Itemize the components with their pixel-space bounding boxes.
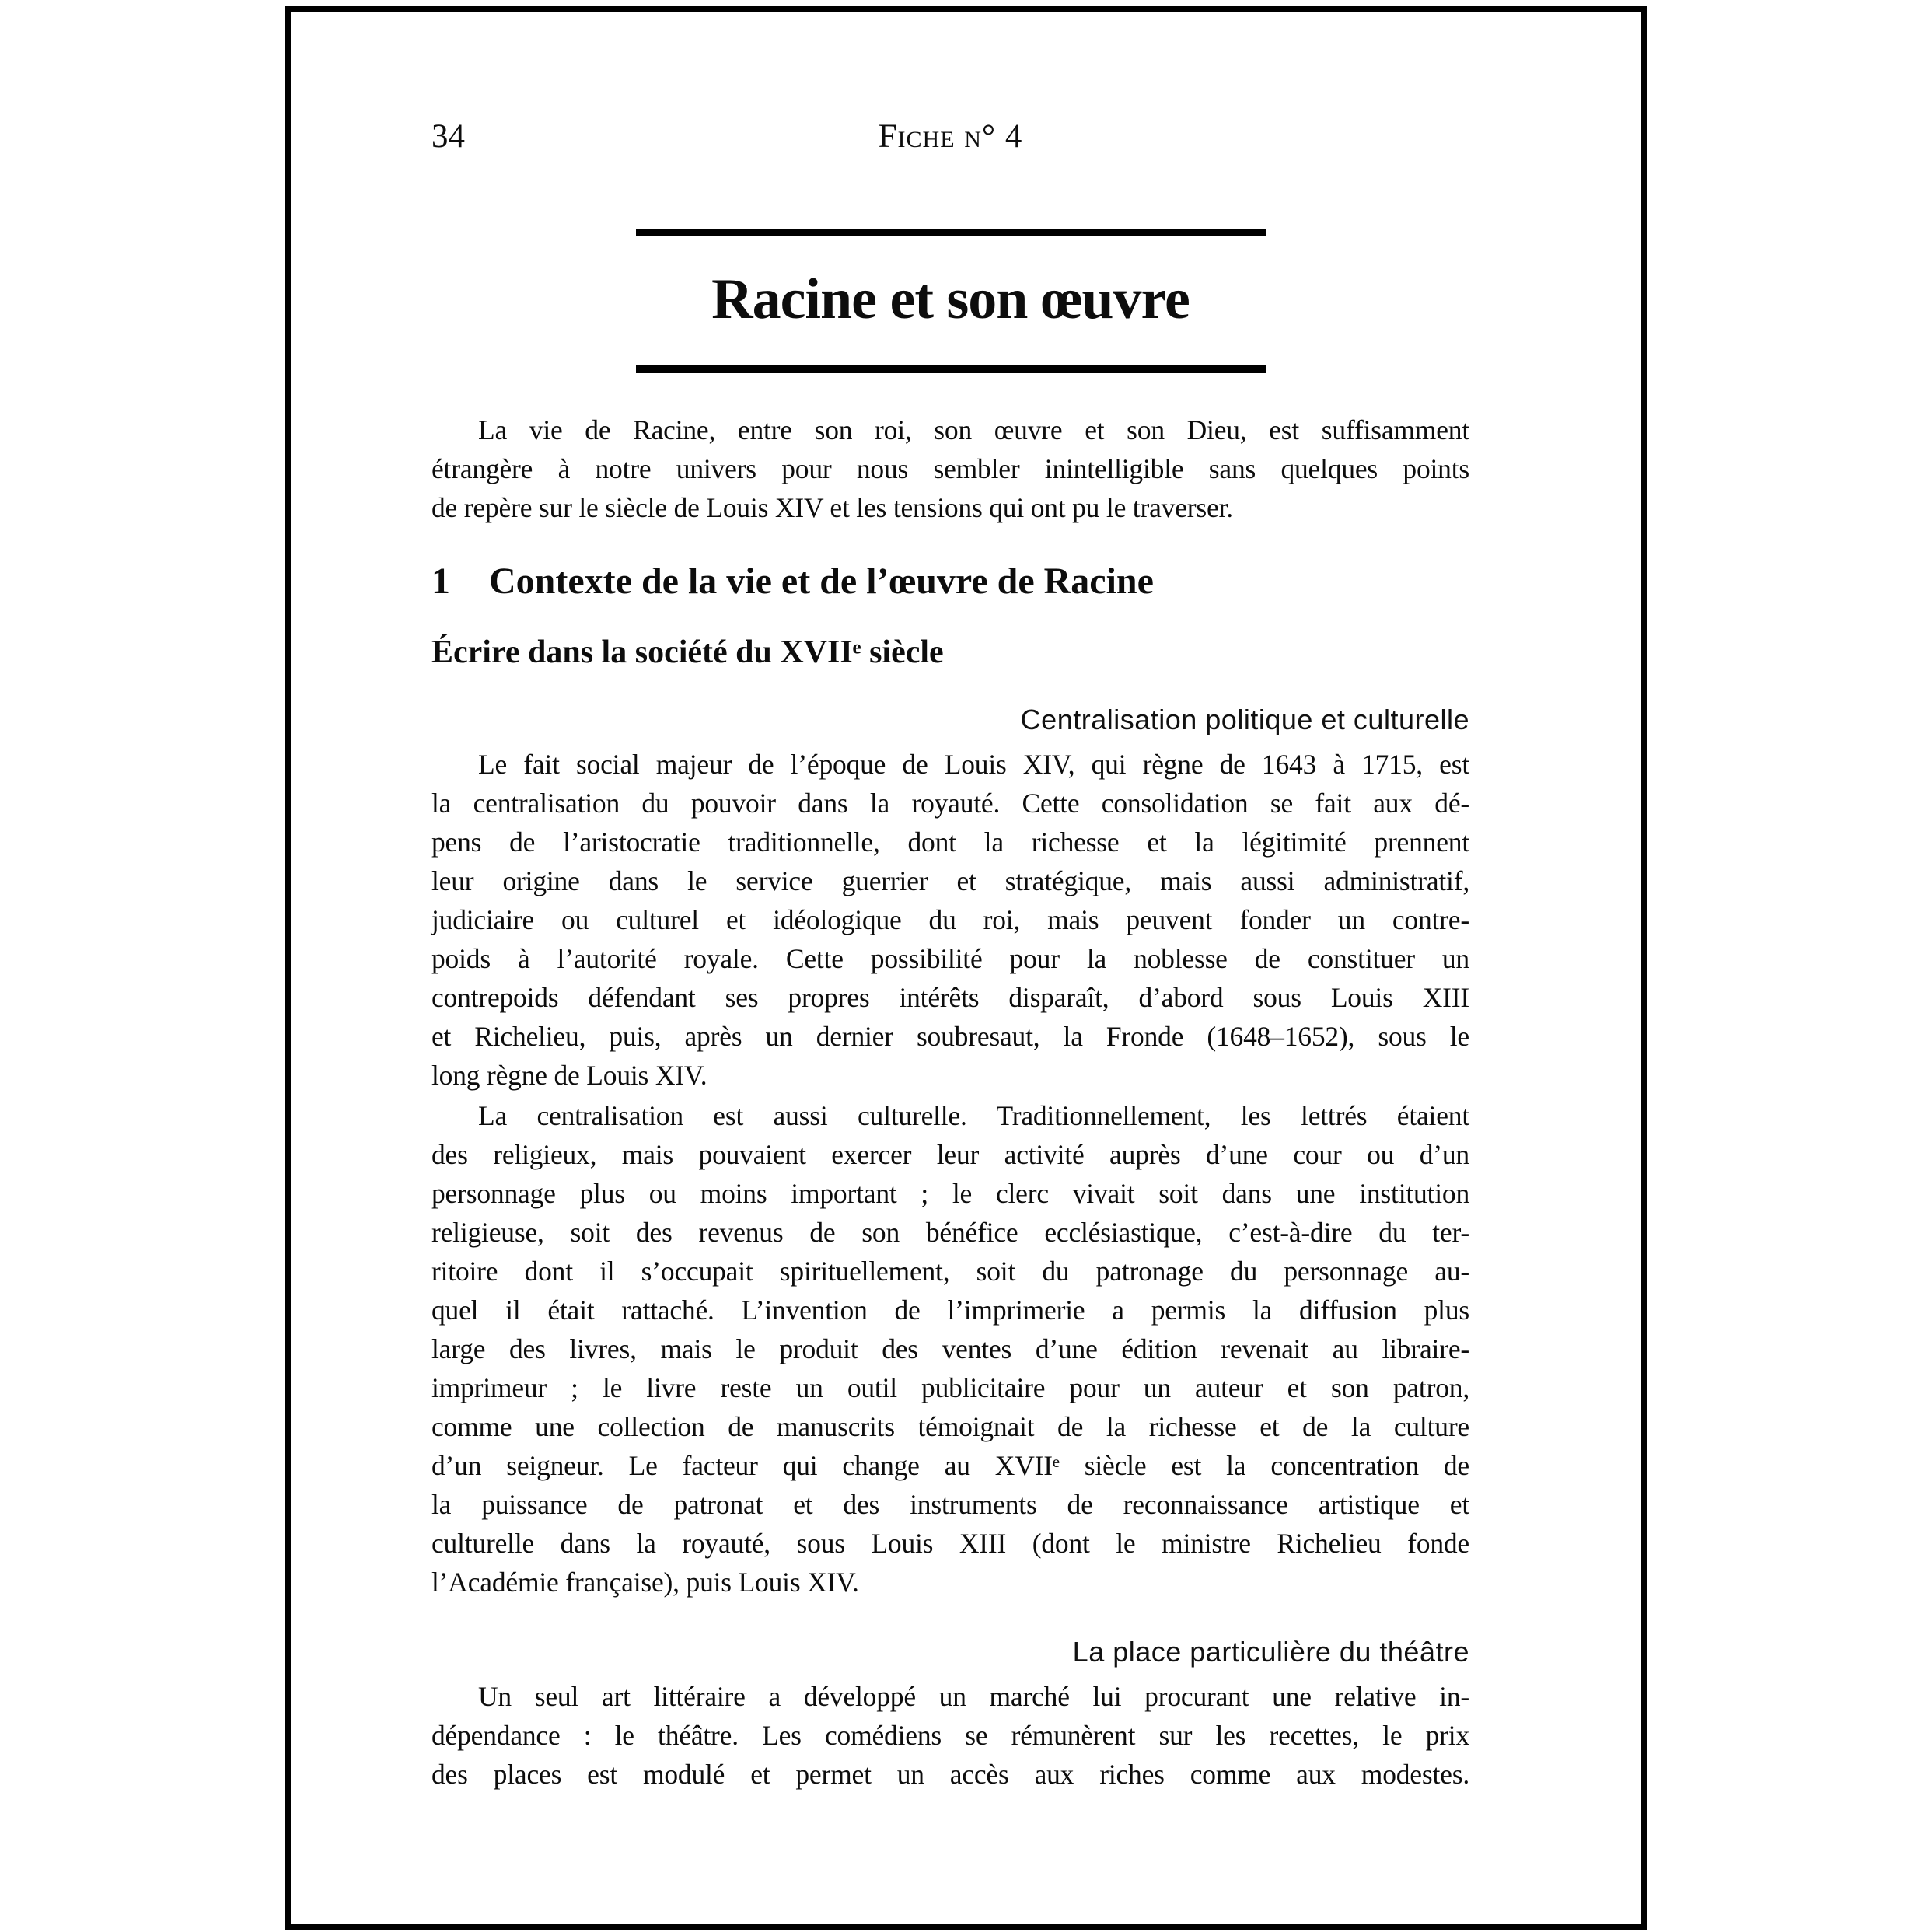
crosshead-theatre: La place particulière du théâtre — [1072, 1636, 1469, 1668]
section-title: Contexte de la vie et de l’œuvre de Racine — [489, 561, 1154, 602]
text-line: large des livres, mais le produit des ventes d’une édition revenait au libraire- — [431, 1333, 1469, 1364]
text-line: judiciaire ou culturel et idéologique du roi, mais peuvent fonder un contre- — [431, 904, 1469, 935]
paragraph-centralisation-politique — [431, 745, 1469, 1095]
section-number: 1 — [431, 561, 450, 602]
text-line: contrepoids défendant ses propres intérêts disparaît, d’abord sous Louis XIII — [431, 982, 1469, 1013]
text-line: l’Académie française), puis Louis XIV. — [431, 1567, 859, 1598]
section-heading — [431, 561, 1469, 603]
text-line: et Richelieu, puis, après un dernier soubresaut, la Fronde (1648–1652), sous le — [431, 1021, 1469, 1052]
text-line: ritoire dont il s’occupait spirituellement, soit du patronage du personnage au- — [431, 1256, 1469, 1287]
running-head — [431, 117, 1469, 157]
text-line: comme une collection de manuscrits témoignait de la richesse et de la culture — [431, 1411, 1469, 1442]
text-line: La vie de Racine, entre son roi, son œuvre et son Dieu, est suffisamment — [478, 414, 1469, 445]
book-page — [285, 6, 1647, 1930]
title-rule-bottom — [636, 365, 1266, 373]
page-number: 34 — [431, 118, 465, 155]
text-line: dépendance : le théâtre. Les comédiens se rémunèrent sur les recettes, le prix — [431, 1720, 1469, 1751]
text-line: personnage plus ou moins important ; le clerc vivait soit dans une institution — [431, 1178, 1469, 1209]
paragraph-theatre — [431, 1677, 1469, 1794]
running-title: Fiche n° 4 — [878, 118, 1023, 155]
text-line: religieuse, soit des revenus de son bénéfice ecclésiastique, c’est-à-dire du ter- — [431, 1217, 1469, 1248]
text-line: La centralisation est aussi culturelle. Traditionnellement, les lettrés étaient — [478, 1100, 1469, 1131]
text-column — [431, 12, 1469, 1794]
text-line: long règne de Louis XIV. — [431, 1060, 707, 1091]
text-line: poids à l’autorité royale. Cette possibilité pour la noblesse de constituer un — [431, 943, 1469, 974]
text-line: la puissance de patronat et des instruments de reconnaissance artistique et — [431, 1489, 1469, 1520]
text-line: de repère sur le siècle de Louis XIV et les tensions qui ont pu le traverser. — [431, 492, 1233, 523]
paragraph-centralisation-culturelle — [431, 1096, 1469, 1602]
crosshead-centralisation: Centralisation politique et culturelle — [1020, 704, 1469, 735]
title-rule-top — [636, 229, 1266, 236]
text-line: culturelle dans la royauté, sous Louis XIII (dont le ministre Richelieu fonde — [431, 1528, 1469, 1559]
text-line: Un seul art littéraire a développé un marché lui procurant une relative in- — [478, 1681, 1469, 1712]
subsection-heading: Écrire dans la société du XVIIᵉ siècle — [431, 634, 944, 670]
text-line: d’un seigneur. Le facteur qui change au XVIIᵉ siècle est la concentration de — [431, 1450, 1469, 1481]
text-line: des places est modulé et permet un accès aux riches comme aux modestes. — [431, 1759, 1469, 1790]
text-line: Le fait social majeur de l’époque de Louis XIV, qui règne de 1643 à 1715, est — [478, 749, 1469, 780]
chapter-title-block — [431, 229, 1469, 373]
text-line: des religieux, mais pouvaient exercer leur activité auprès d’une cour ou d’un — [431, 1139, 1469, 1170]
text-line: quel il était rattaché. L’invention de l’imprimerie a permis la diffusion plus — [431, 1294, 1469, 1326]
text-line: étrangère à notre univers pour nous sembler inintelligible sans quelques points — [431, 453, 1469, 484]
chapter-title: Racine et son œuvre — [711, 267, 1190, 331]
text-line: pens de l’aristocratie traditionnelle, dont la richesse et la légitimité prennent — [431, 826, 1469, 858]
text-line: imprimeur ; le livre reste un outil publicitaire pour un auteur et son patron, — [431, 1372, 1469, 1403]
text-line: la centralisation du pouvoir dans la royauté. Cette consolidation se fait aux dé- — [431, 788, 1469, 819]
text-line: leur origine dans le service guerrier et stratégique, mais aussi administratif, — [431, 865, 1469, 896]
paragraph-intro — [431, 411, 1469, 527]
